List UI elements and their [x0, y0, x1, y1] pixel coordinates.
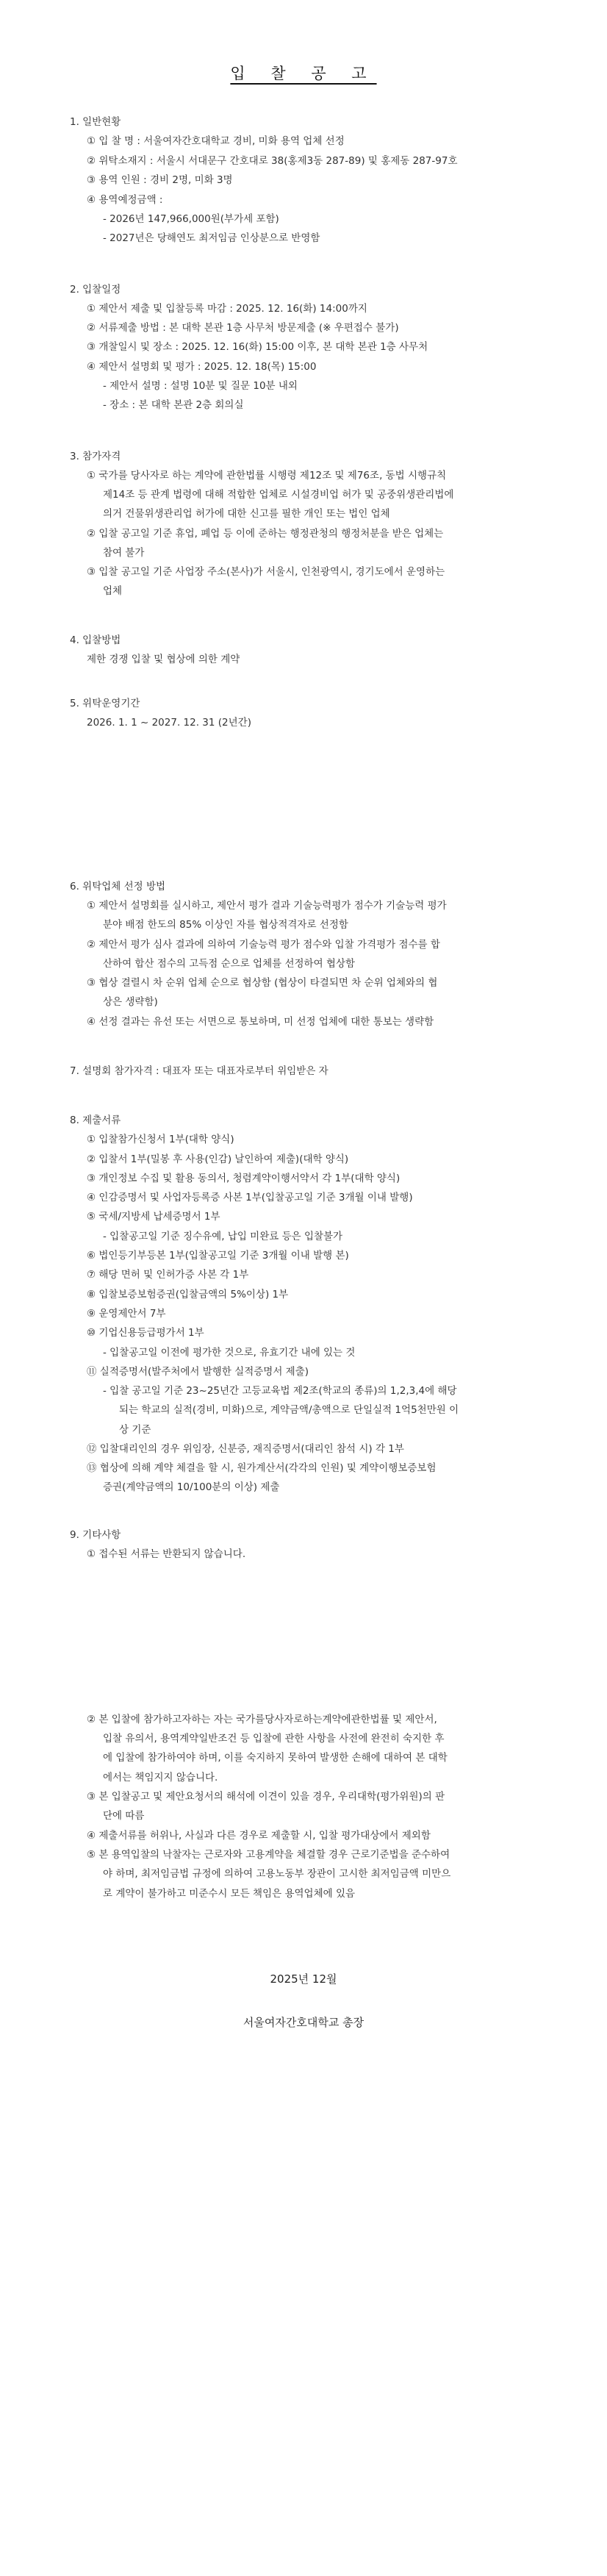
section-heading: 8. 제출서류: [70, 1115, 121, 1126]
text-line: - 장소 : 본 대학 본관 2층 회의실: [103, 399, 244, 411]
text-line: ⑤ 본 용역입찰의 낙찰자는 근로자와 고용계약을 체결할 경우 근로기준법을 준수하여: [87, 1849, 450, 1861]
text-line: 참여 불가: [103, 547, 145, 559]
text-line: - 입찰공고일 기준 징수유예, 납입 미완료 등은 입찰불가: [103, 1231, 343, 1242]
text-line: ① 국가를 당사자로 하는 계약에 관한법률 시행령 제12조 및 제76조, 동법 시행규칙: [87, 470, 447, 482]
issuer-name: 서울여자간호대학교 총장: [243, 2016, 364, 2029]
text-line: 로 계약이 불가하고 미준수시 모든 책임은 용역업체에 있음: [103, 1888, 356, 1900]
text-line: ⑨ 운영제안서 7부: [87, 1308, 166, 1320]
text-line: 입찰 유의서, 용역계약일반조건 등 입찰에 관한 사항을 사전에 완전히 숙지한 후: [103, 1733, 445, 1745]
issue-date: 2025년 12월: [270, 1972, 337, 1986]
text-line: ① 접수된 서류는 반환되지 않습니다.: [87, 1548, 246, 1560]
text-line: ⑫ 입찰대리인의 경우 위임장, 신분증, 재직증명서(대리인 참석 시) 각 1부: [87, 1443, 404, 1455]
text-line: ③ 개찰일시 및 장소 : 2025. 12. 16(화) 15:00 이후, 본 대학 본관 1층 사무처: [87, 341, 428, 353]
text-line: ② 제안서 평가 심사 결과에 의하여 기술능력 평가 점수와 입찰 가격평가 점수를 합: [87, 939, 440, 951]
section-heading: 7. 설명회 참가자격 : 대표자 또는 대표자로부터 위임받은 자: [70, 1065, 328, 1077]
text-line: 의거 건물위생관리업 허가에 대한 신고를 필한 개인 또는 법인 업체: [103, 508, 390, 520]
text-line: ① 제안서 제출 및 입찰등록 마감 : 2025. 12. 16(화) 14:00까지: [87, 303, 367, 315]
text-line: ③ 용역 인원 : 경비 2명, 미화 3명: [87, 174, 233, 186]
text-line: ② 입찰 공고일 기준 휴업, 폐업 등 이에 준하는 행정관청의 행정처분을 받은 업체는: [87, 528, 444, 540]
section-heading: 9. 기타사항: [70, 1529, 121, 1541]
text-line: 업체: [103, 585, 123, 597]
section-heading: 1. 일반현황: [70, 116, 121, 128]
text-line: - 입찰공고일 이전에 평가한 것으로, 유효기간 내에 있는 것: [103, 1347, 356, 1359]
text-line: 상 기준: [119, 1424, 151, 1436]
text-line: 에서는 책임지지 않습니다.: [103, 1772, 218, 1783]
text-line: ③ 협상 결렬시 차 순위 업체 순으로 협상함 (협상이 타결되면 차 순위 업체와의 협: [87, 977, 438, 989]
text-line: - 입찰 공고일 기준 23~25년간 고등교육법 제2조(학교의 종류)의 1,2,3,4에 해당: [103, 1385, 457, 1397]
text-line: ④ 제출서류를 허위나, 사실과 다른 경우로 제출할 시, 입찰 평가대상에서 제외함: [87, 1830, 431, 1842]
text-line: ⑤ 국세/지방세 납세증명서 1부: [87, 1211, 220, 1223]
text-line: ④ 인감증명서 및 사업자등록증 사본 1부(입찰공고일 기준 3개월 이내 발행): [87, 1192, 413, 1203]
text-line: ⑬ 협상에 의해 계약 체결을 할 시, 원가계산서(각각의 인원) 및 계약이행보증보험: [87, 1462, 437, 1474]
page-title: 입 찰 공 고: [230, 65, 377, 82]
text-line: 증권(계약금액의 10/100분의 이상) 제출: [103, 1481, 280, 1493]
text-line: 되는 학교의 실적(경비, 미화)으로, 계약금액/총액으로 단일실적 1억5천만원 이: [119, 1404, 459, 1416]
section-heading: 2. 입찰일정: [70, 284, 121, 296]
text-line: ④ 용역예정금액 :: [87, 194, 163, 206]
text-line: 2026. 1. 1 ~ 2027. 12. 31 (2년간): [87, 717, 251, 729]
text-line: 야 하며, 최저임금법 규정에 의하여 고용노동부 장관이 고시한 최저임금액 미만으: [103, 1868, 451, 1880]
text-line: 단에 따름: [103, 1810, 145, 1822]
text-line: 상은 생략함): [103, 996, 158, 1008]
text-line: - 2027년은 당해연도 최저임금 인상분으로 반영함: [103, 232, 320, 244]
section-heading: 4. 입찰방법: [70, 634, 121, 646]
text-line: 에 입찰에 참가하여야 하며, 이를 숙지하지 못하여 발생한 손해에 대하여 본 대학: [103, 1752, 448, 1764]
text-line: ② 서류제출 방법 : 본 대학 본관 1층 사무처 방문제출 (※ 우편접수 불가): [87, 322, 399, 334]
section-heading: 3. 참가자격: [70, 451, 121, 462]
text-line: - 2026년 147,966,000원(부가세 포함): [103, 213, 279, 225]
text-line: 제한 경쟁 입찰 및 협상에 의한 계약: [87, 654, 240, 665]
text-line: ④ 제안서 설명회 및 평가 : 2025. 12. 18(목) 15:00: [87, 361, 317, 373]
text-line: 산하여 합산 점수의 고득점 순으로 업체를 선정하여 협상함: [103, 958, 356, 970]
text-line: ① 입찰참가신청서 1부(대학 양식): [87, 1134, 234, 1145]
text-line: ④ 선정 결과는 유선 또는 서면으로 통보하며, 미 선정 업체에 대한 통보는 생략함: [87, 1016, 434, 1028]
text-line: ⑧ 입찰보증보험증권(입찰금액의 5%이상) 1부: [87, 1289, 289, 1300]
section-heading: 6. 위탁업체 선정 방법: [70, 881, 166, 892]
text-line: 제14조 등 관계 법령에 대해 적합한 업체로 시설경비업 허가 및 공중위생관리법에: [103, 489, 454, 501]
text-line: ② 본 입찰에 참가하고자하는 자는 국가를당사자로하는계약에관한법률 및 제안서,: [87, 1714, 437, 1725]
text-line: ③ 입찰 공고일 기준 사업장 주소(본사)가 서울시, 인천광역시, 경기도에서 운영하는: [87, 566, 445, 578]
section-heading: 5. 위탁운영기간: [70, 698, 140, 709]
text-line: - 제안서 설명 : 설명 10분 및 질문 10분 내외: [103, 380, 298, 392]
text-line: 분야 배점 한도의 85% 이상인 자를 협상적격자로 선정함: [103, 919, 348, 931]
text-line: ⑥ 법인등기부등본 1부(입찰공고일 기준 3개월 이내 발행 본): [87, 1250, 349, 1262]
text-line: ① 입 찰 명 : 서울여자간호대학교 경비, 미화 용역 업체 선정: [87, 135, 345, 147]
text-line: ⑦ 해당 면허 및 인허가증 사본 각 1부: [87, 1269, 249, 1281]
text-line: ⑩ 기업신용등급평가서 1부: [87, 1327, 204, 1339]
text-line: ② 위탁소재지 : 서울시 서대문구 간호대로 38(홍제3동 287-89) 및 홍제동 287-97호: [87, 155, 458, 167]
text-line: ⑪ 실적증명서(발주처에서 발행한 실적증명서 제출): [87, 1366, 309, 1378]
text-line: ② 입찰서 1부(밀봉 후 사용(인감) 날인하여 제출)(대학 양식): [87, 1153, 349, 1165]
text-line: ③ 본 입찰공고 및 제안요청서의 해석에 이견이 있을 경우, 우리대학(평가위원)의 판: [87, 1791, 445, 1803]
text-line: ① 제안서 설명회를 실시하고, 제안서 평가 결과 기술능력평가 점수가 기술능력 평가: [87, 900, 447, 912]
text-line: ③ 개인정보 수집 및 활용 동의서, 청렴계약이행서약서 각 1부(대학 양식): [87, 1173, 401, 1184]
